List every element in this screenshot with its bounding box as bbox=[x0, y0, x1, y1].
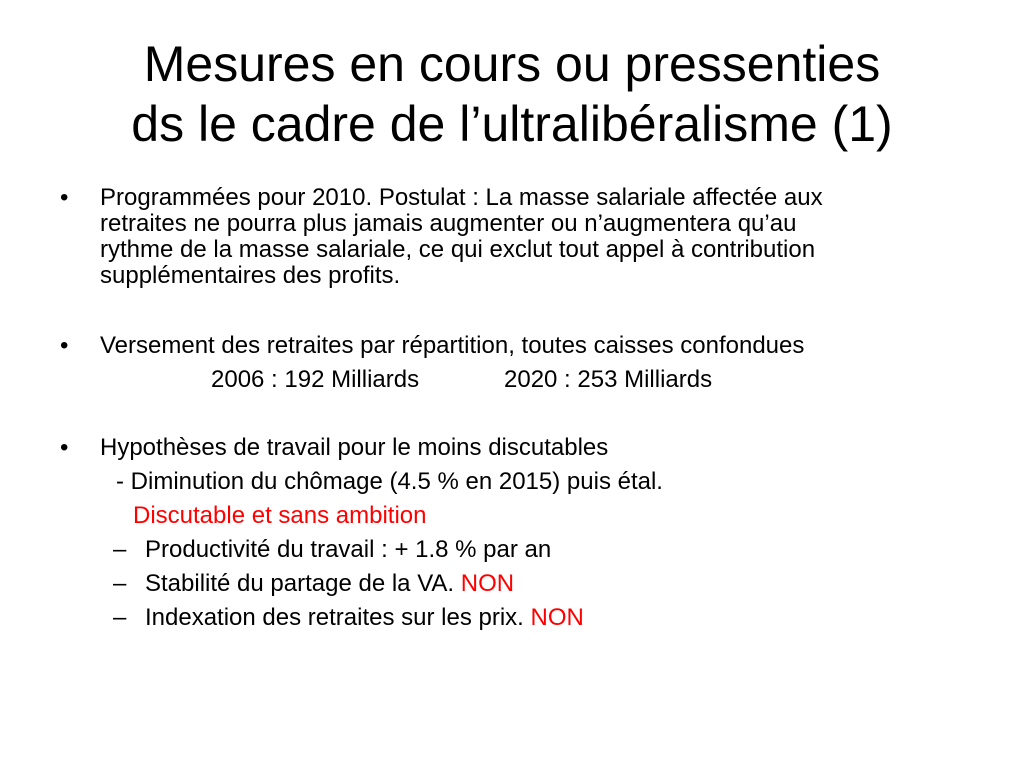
subitem-2-marker: – bbox=[113, 570, 127, 597]
subitem-productivite bbox=[145, 535, 551, 565]
figure-2006: 2006 : 192 Milliards bbox=[211, 366, 420, 393]
subitem-stabilite bbox=[145, 569, 514, 599]
bullet-1-line-1: Programmées pour 2010. Postulat : La masse salariale affectée aux bbox=[100, 184, 823, 211]
bullet-1-line-2: retraites ne pourra plus jamais augmenter ou n’augmentera qu’au bbox=[100, 210, 797, 237]
bullet-2-marker: • bbox=[60, 332, 69, 359]
bullet-1-marker: • bbox=[60, 184, 69, 211]
bullet-1-line-4: supplémentaires des profits. bbox=[100, 262, 401, 289]
subitem-indexation-verdict: NON bbox=[530, 604, 584, 631]
subitem-stabilite-text: Stabilité du partage de la VA. bbox=[145, 570, 461, 597]
bullet-1-line-3: rythme de la masse salariale, ce qui exclut tout appel à contribution bbox=[100, 236, 816, 263]
bullet-2-text: Versement des retraites par répartition, toutes caisses confondues bbox=[100, 332, 805, 359]
subitem-productivite-text: Productivité du travail : + 1.8 % par an bbox=[145, 536, 552, 563]
comment-discutable: Discutable et sans ambition bbox=[133, 502, 427, 529]
sub-chomage: - Diminution du chômage (4.5 % en 2015) puis étal. bbox=[116, 468, 663, 495]
subitem-indexation-text: Indexation des retraites sur les prix. bbox=[145, 604, 531, 631]
figure-2020: 2020 : 253 Milliards bbox=[504, 366, 713, 393]
bullet-3-marker: • bbox=[60, 434, 69, 461]
bullet-3-text: Hypothèses de travail pour le moins discutables bbox=[100, 434, 609, 461]
subitem-3-marker: – bbox=[113, 604, 127, 631]
subitem-stabilite-verdict: NON bbox=[460, 570, 515, 597]
subitem-1-marker: – bbox=[113, 536, 127, 563]
slide-title-line-2: ds le cadre de l’ultralibéralisme (1) bbox=[131, 96, 893, 152]
slide-title-line-1: Mesures en cours ou pressenties bbox=[143, 36, 881, 92]
subitem-indexation bbox=[145, 603, 584, 633]
